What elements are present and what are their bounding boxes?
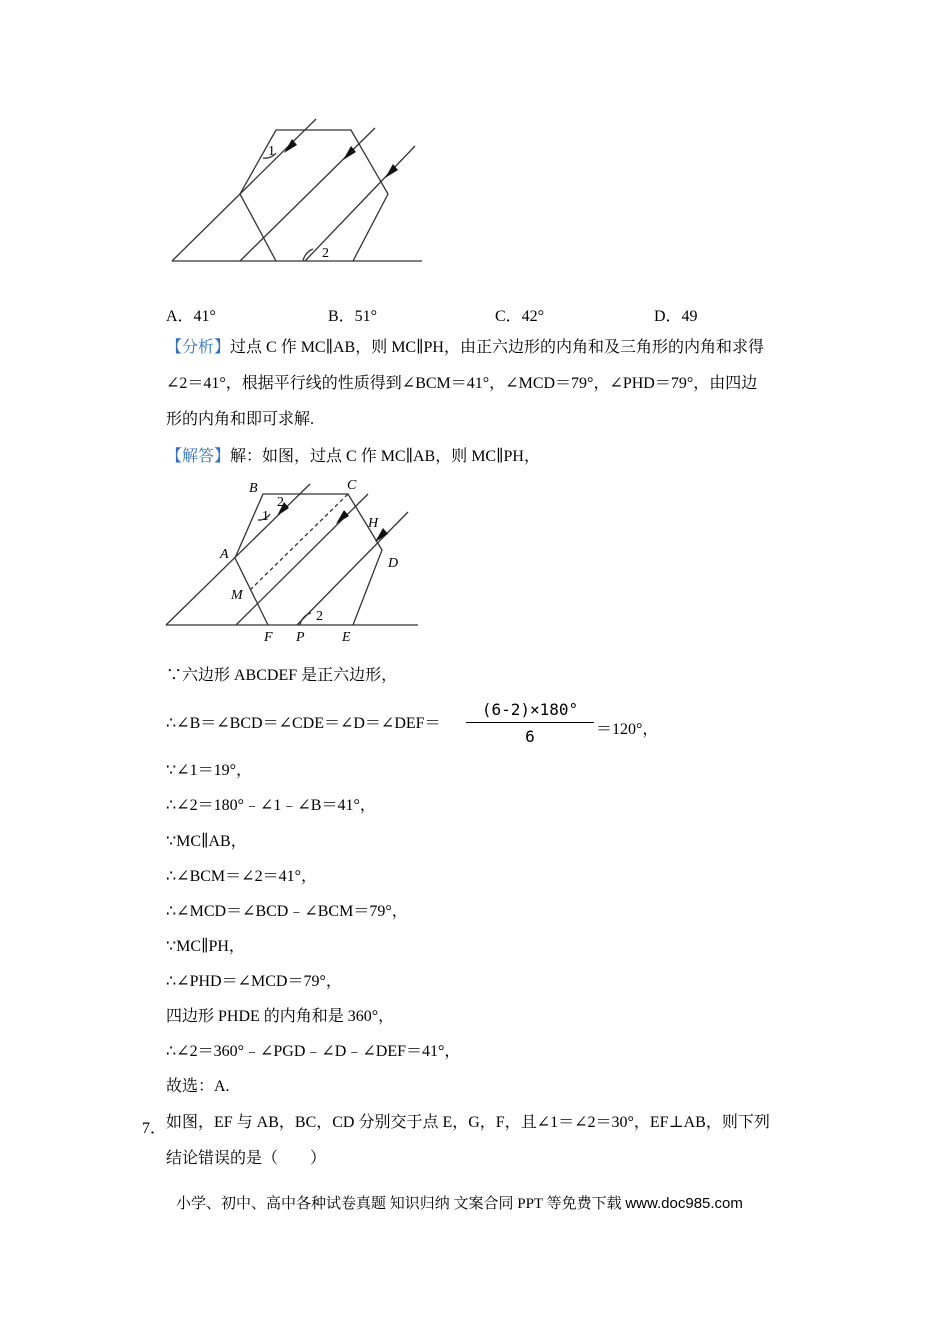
vertex-label-f: F xyxy=(264,630,273,645)
solution-step-12: 故选：A. xyxy=(166,1078,230,1095)
angle-label-1: 1 xyxy=(262,509,269,524)
vertex-label-c: C xyxy=(347,478,357,493)
figure-labeled-hexagon xyxy=(0,470,950,650)
option-a: A．41° xyxy=(166,308,216,325)
solution-step-1: ∵六边形 ABCDEF 是正六边形， xyxy=(166,667,398,684)
fraction xyxy=(466,700,594,746)
vertex-label-a: A xyxy=(220,547,229,562)
angle-label-2-bottom: 2 xyxy=(316,609,323,624)
footer-text: 小学、初中、高中各种试卷真题 知识归纳 文案合同 PPT 等免费下载 xyxy=(176,1196,622,1212)
fraction-numerator: (6-2)×180° xyxy=(481,700,579,719)
vertex-label-h: H xyxy=(368,516,379,531)
analysis-line-1: 【分析】过点 C 作 MC∥AB，则 MC∥PH，由正六边形的内角和及三角形的内角和求得 xyxy=(166,339,764,356)
question-7-line-2: 结论错误的是（ ） xyxy=(166,1150,327,1167)
option-c: C．42° xyxy=(495,308,545,325)
vertex-label-e: E xyxy=(342,630,351,645)
solution-step-11: ∴∠2＝360°﹣∠PGD﹣∠D﹣∠DEF＝41°， xyxy=(166,1043,461,1060)
solution-step-6: ∴∠BCM＝∠2＝41°， xyxy=(166,868,317,885)
vertex-label-b: B xyxy=(249,481,258,496)
solution-step-10: 四边形 PHDE 的内角和是 360°， xyxy=(166,1008,395,1025)
solution-step-9: ∴∠PHD＝∠MCD＝79°， xyxy=(166,973,342,990)
solution-step-3: ∵∠1＝19°， xyxy=(166,762,252,779)
solution-intro: 【解答】解：如图，过点 C 作 MC∥AB，则 MC∥PH， xyxy=(166,448,540,465)
angle-label-1: 1 xyxy=(268,144,275,159)
analysis-line-2: ∠2＝41°，根据平行线的性质得到∠BCM＝41°，∠MCD＝79°，∠PHD＝79°，由四边 xyxy=(166,375,758,392)
solution-step-5: ∵MC∥AB， xyxy=(166,833,247,850)
fraction-denominator: 6 xyxy=(525,727,535,746)
solution-step-8: ∵MC∥PH， xyxy=(166,938,245,955)
solution-step-4: ∴∠2＝180°﹣∠1﹣∠B＝41°， xyxy=(166,797,376,814)
solution-step-2: ∴∠B＝∠BCD＝∠CDE＝∠D＝∠DEF＝ xyxy=(166,715,441,732)
option-d: D．49 xyxy=(654,308,698,325)
vertex-label-p: P xyxy=(296,630,305,645)
footer-url[interactable]: www.doc985.com xyxy=(625,1195,743,1212)
option-b: B．51° xyxy=(328,308,378,325)
question-7-line-1: 如图，EF 与 AB，BC，CD 分别交于点 E，G，F，且∠1＝∠2＝30°，EF⊥AB，则下列 xyxy=(166,1114,770,1131)
solution-tag: 【解答】 xyxy=(166,448,231,465)
solution-step-7: ∴∠MCD＝∠BCD﹣∠BCM＝79°， xyxy=(166,903,408,920)
angle-label-2: 2 xyxy=(322,246,329,261)
question-7-number: 7． xyxy=(142,1120,167,1137)
footer xyxy=(176,1192,743,1213)
analysis-line-3: 形的内角和即可求解. xyxy=(166,411,315,428)
vertex-label-d: D xyxy=(388,556,399,571)
figure-hexagon-light-rays xyxy=(0,0,950,290)
analysis-tag: 【分析】 xyxy=(166,339,231,356)
vertex-label-m: M xyxy=(231,588,243,603)
solution-step-2-result: ＝120°， xyxy=(596,721,659,738)
angle-label-2-top: 2 xyxy=(277,495,284,510)
